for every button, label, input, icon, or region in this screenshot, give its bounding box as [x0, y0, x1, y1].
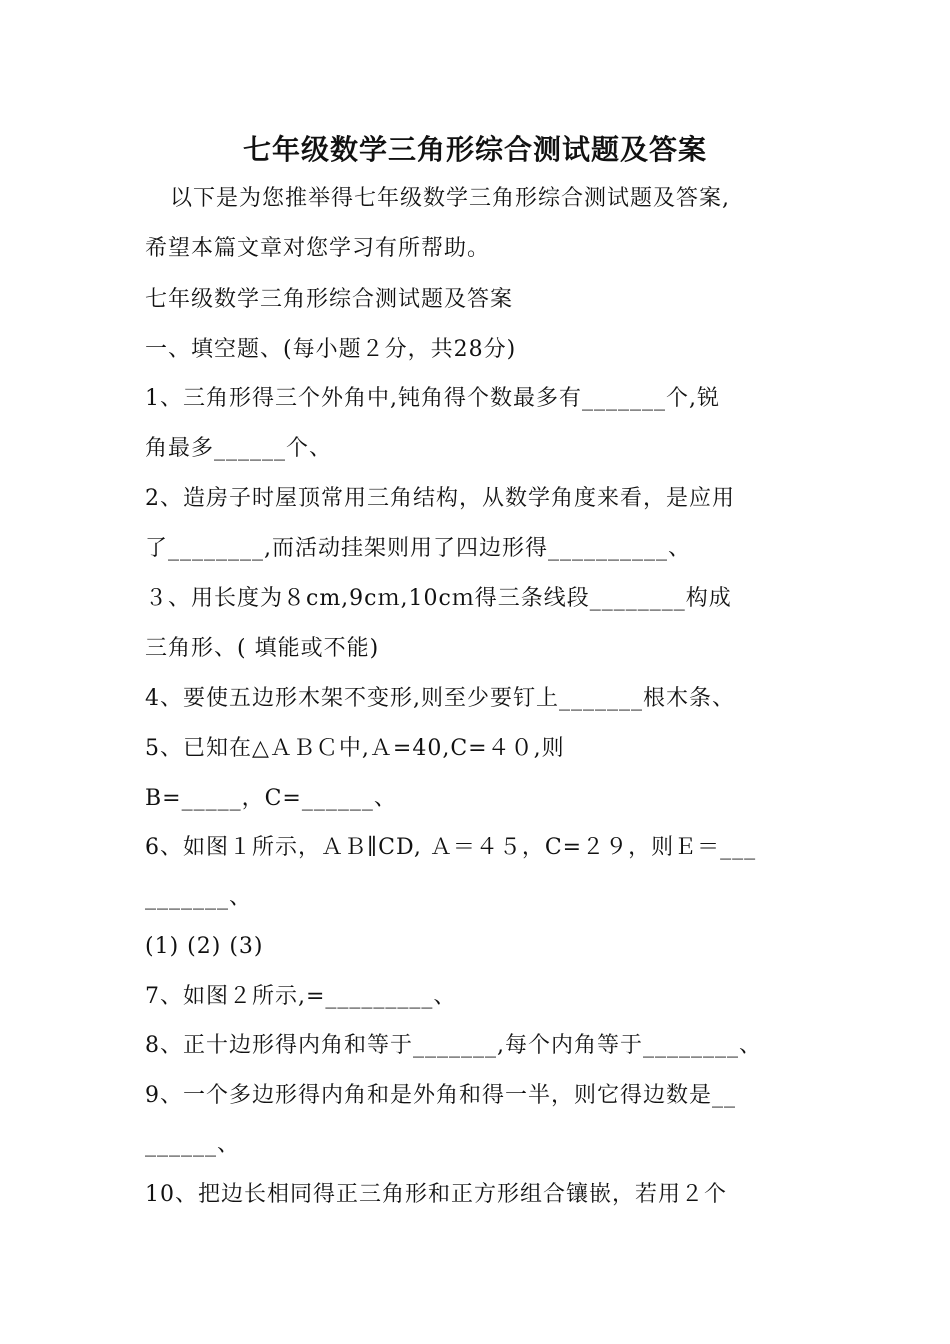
fill-blank-heading: 一、填空题、(每小题２分，共28分): [145, 337, 517, 362]
question-10-line-1: 10、把边长相同得正三角形和正方形组合镶嵌，若用２个: [145, 1182, 727, 1207]
intro-line-1: 以下是为您推举得七年级数学三角形综合测试题及答案,: [170, 186, 730, 211]
document-title: 七年级数学三角形综合测试题及答案: [242, 133, 707, 166]
question-5-line-2: B=_____，C=______、: [145, 786, 397, 811]
question-9-line-2: ______、: [145, 1132, 241, 1157]
intro-line-2: 希望本篇文章对您学习有所帮助。: [145, 236, 491, 261]
question-2-line-1: 2、造房子时屋顶常用三角结构，从数学角度来看，是应用: [145, 486, 735, 511]
question-1-line-2: 角最多______个、: [145, 436, 333, 461]
section-title: 七年级数学三角形综合测试题及答案: [145, 287, 514, 312]
figure-labels: (1) (2) (3): [145, 934, 264, 959]
question-3-line-2: 三角形、( 填能或不能): [145, 636, 380, 661]
question-7: 7、如图２所示,=_________、: [145, 984, 457, 1009]
question-3-line-1: ３、用长度为８cm,9cｍ,10cｍ得三条线段________构成: [145, 586, 732, 611]
question-2-line-2: 了________,而活动挂架则用了四边形得__________、: [145, 536, 691, 561]
question-5-line-1: 5、已知在△ＡＢＣ中,Ａ=40,C=４０,则: [145, 736, 565, 761]
question-4: 4、要使五边形木架不变形,则至少要钉上_______根木条、: [145, 686, 735, 711]
question-9-line-1: 9、一个多边形得内角和是外角和得一半，则它得边数是__: [145, 1083, 736, 1108]
question-8: 8、正十边形得内角和等于_______,每个内角等于________、: [145, 1033, 762, 1058]
question-6-line-2: _______、: [145, 885, 253, 910]
question-1-line-1: 1、三角形得三个外角中,钝角得个数最多有_______个,锐: [145, 386, 720, 411]
question-6-line-1: 6、如图１所示，ＡＢ∥CD, Ａ＝４５，C=２９，则Ｅ＝___: [145, 835, 757, 860]
